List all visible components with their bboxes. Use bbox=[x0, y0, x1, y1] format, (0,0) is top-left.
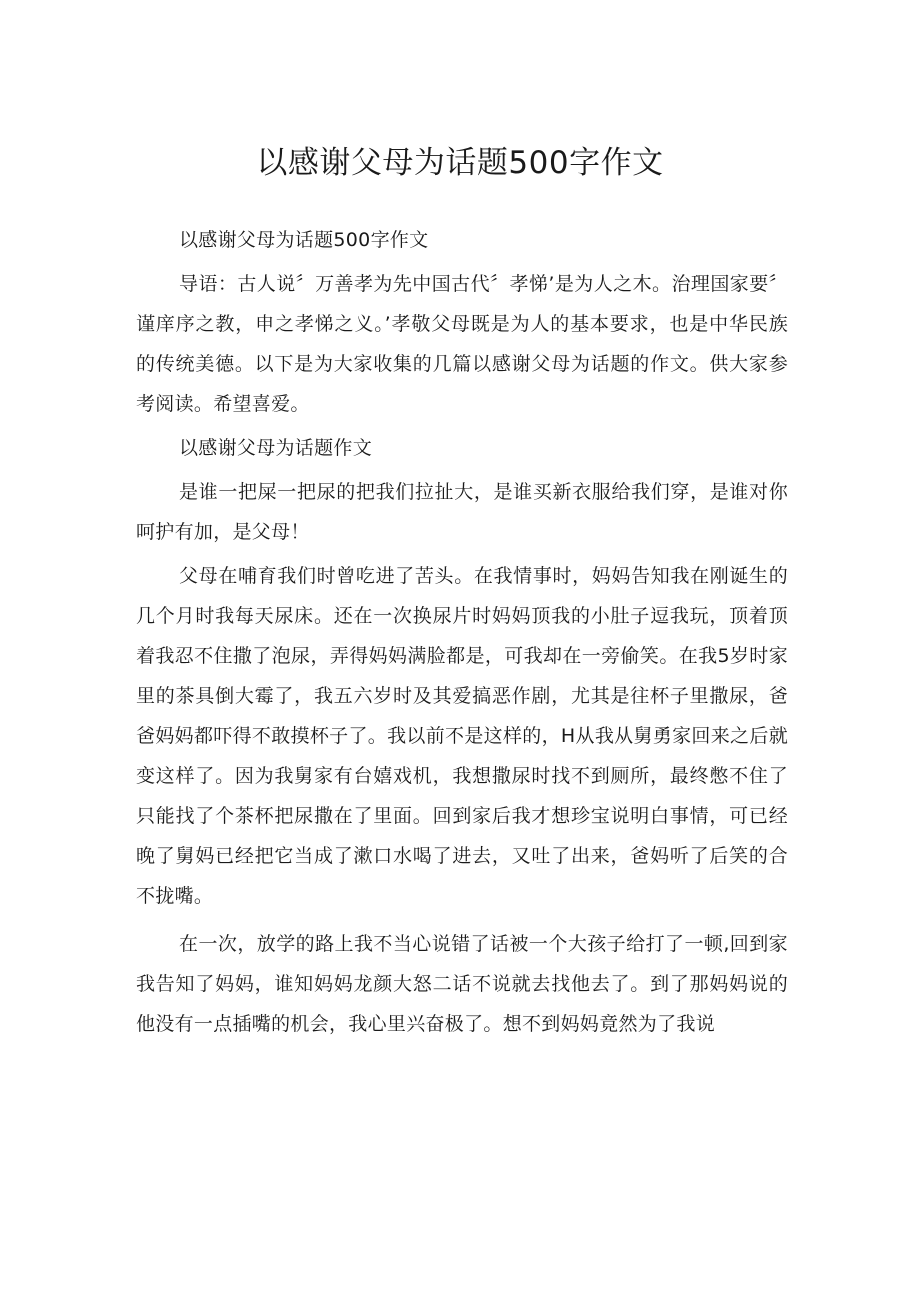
paragraph-intro: 导语：古人说〞万善孝为先中国古代〞孝悌’是为人之木。治理国家要〞谨庠序之教，申之孝悌之义。’孝敬父母既是为人的基本要求，也是中华民族的传统美德。以下是为大家收集的几篇以感谢父母为话题的作文。供大家参考阅读。希望喜爱。 bbox=[136, 273, 788, 415]
document-body bbox=[136, 220, 788, 1044]
paragraph-body-3: 在一次，放学的路上我不当心说错了话被一个大孩子给打了一顿,回到家我告知了妈妈，谁知妈妈龙颜大怒二话不说就去找他去了。到了那妈妈说的他没有一点插嘴的机会，我心里兴奋极了。想不到妈妈竟然为了我说 bbox=[136, 933, 788, 1035]
paragraph-section-heading: 以感谢父母为话题作文 bbox=[179, 437, 373, 459]
document-title: 以感谢父母为话题500字作文 bbox=[256, 145, 664, 181]
paragraph-body-1: 是谁一把屎一把尿的把我们拉扯大，是谁买新衣服给我们穿，是谁对你呵护有加，是父母！ bbox=[136, 481, 788, 543]
paragraph-subtitle: 以感谢父母为话题500字作文 bbox=[179, 229, 429, 251]
paragraph-body-2: 父母在哺育我们时曾吃进了苦头。在我情事时，妈妈告知我在刚诞生的几个月时我每天尿床。还在一次换尿片时妈妈顶我的小肚子逗我玩，顶着顶着我忍不住撒了泡尿，弄得妈妈满脸都是，可我却在一旁偷笑。在我5岁时家里的茶具倒大霉了，我五六岁时及其爱搞恶作剧，尤其是往杯子里撒尿，爸爸妈妈都吓得不敢摸杯子了。我以前不是这样的，H从我从舅勇家回来之后就变这样了。因为我舅家有台嬉戏机，我想撒尿时找不到厕所，最终憋不住了只能找了个茶杯把尿撒在了里面。回到家后我才想珍宝说明白事情，可已经晚了舅妈已经把它当成了漱口水喝了进去，又吐了出来，爸妈听了后笑的合不拢嘴。 bbox=[136, 565, 788, 907]
